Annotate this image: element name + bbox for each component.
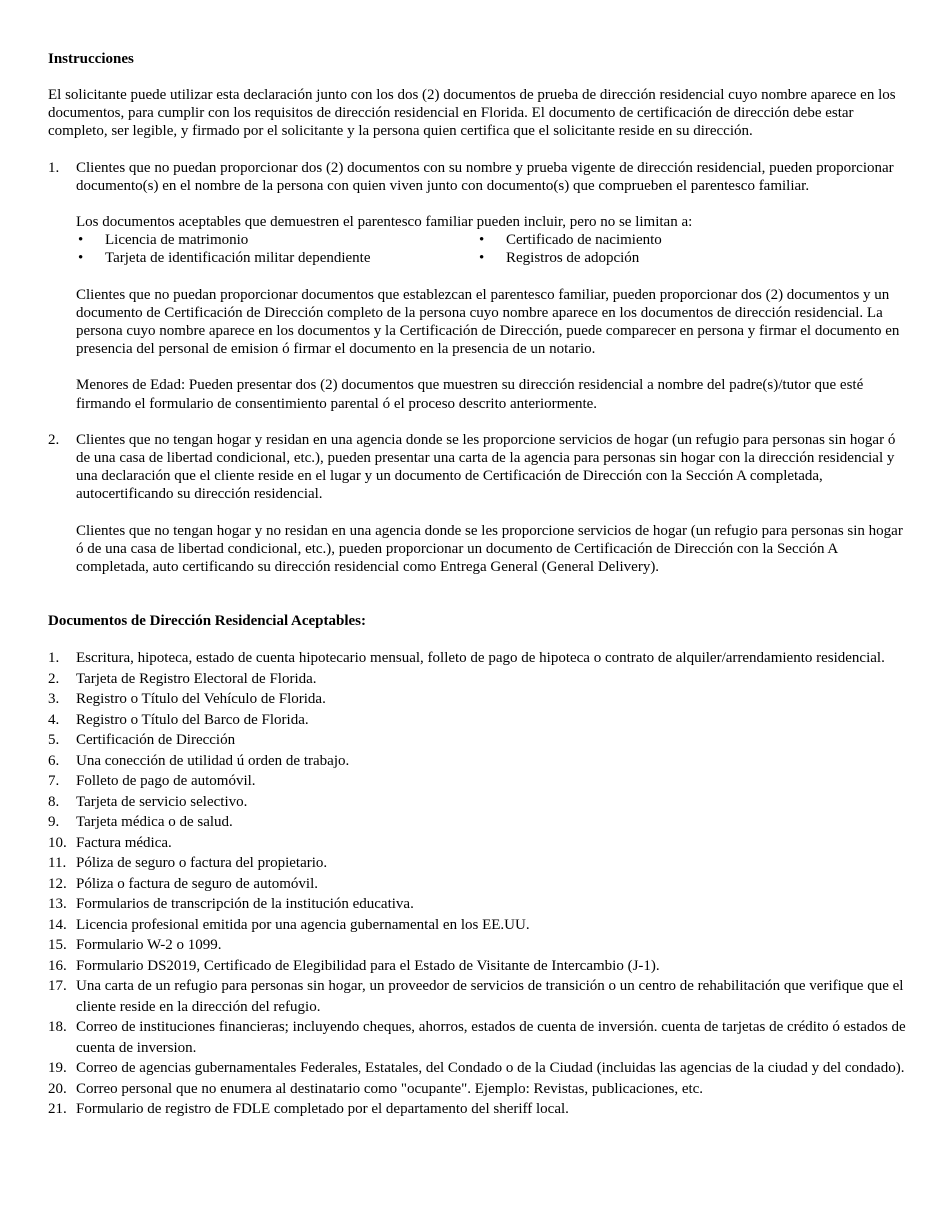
list-item [48, 894, 908, 915]
item-number: 3. [48, 691, 60, 708]
list-item [48, 689, 908, 710]
documents-section [48, 612, 908, 1120]
list-item [48, 730, 908, 751]
list-item [48, 669, 908, 690]
instruction-paragraph: Clientes que no tengan hogar y no residan en una agencia donde se les proporcione servicios de hogar (un refugio para personas sin hogar ó de una casa de libertad condicional, etc.), pueden proporcionar un documento de Certificación de Dirección con la Sección A completada, auto certificando su dirección residencial como Entrega General (General Delivery). [76, 522, 903, 576]
list-item [48, 833, 908, 854]
item-number: 2. [48, 670, 60, 687]
bullet-icon: • [78, 232, 84, 249]
list-item [48, 812, 908, 833]
list-item [48, 874, 908, 895]
item-number: 1. [48, 650, 60, 667]
instruction-item-1 [48, 159, 908, 413]
list-item [48, 853, 908, 874]
item-text: Tarjeta médica o de salud. [76, 814, 233, 831]
item-text: Correo de instituciones financieras; incluyendo cheques, ahorros, estados de cuenta de inversión. cuenta de tarjetas de crédito ó estados de cuenta de inversion. [76, 1019, 906, 1056]
instruction-text: Clientes que no puedan proporcionar dos (2) documentos con su nombre y prueba vigente de dirección residencial, pueden proporcionar documento(s) en el nombre de la persona con quien viven junto con documento(s) que comprueben el parentesco familiar. [76, 159, 894, 194]
list-item [48, 1099, 908, 1120]
item-text: Correo de agencias gubernamentales Federales, Estatales, del Condado o de la Ciudad (incluidas las agencias de la ciudad y del condado). [76, 1060, 905, 1077]
item-number: 6. [48, 752, 60, 769]
minors-paragraph: Menores de Edad: Pueden presentar dos (2) documentos que muestren su dirección residencial a nombre del padre(s)/tutor que esté firmando el formulario de consentimiento parental ó el proceso descrito anteriormente. [76, 377, 864, 412]
item-text: Formulario DS2019, Certificado de Elegibilidad para el Estado de Visitante de Intercambio (J-1). [76, 957, 660, 974]
item-text: Escritura, hipoteca, estado de cuenta hipotecario mensual, folleto de pago de hipoteca o contrato de alquiler/arrendamiento residencial. [76, 650, 885, 667]
item-text: Una carta de un refugio para personas sin hogar, un proveedor de servicios de transición o un centro de rehabilitación que verifique que el cliente reside en la dirección del refugio. [76, 978, 904, 1015]
list-item [48, 771, 908, 792]
item-text: Factura médica. [76, 834, 172, 851]
item-number: 1. [48, 159, 60, 176]
item-text: Póliza o factura de seguro de automóvil. [76, 875, 319, 892]
bullet-icon: • [479, 232, 485, 249]
instructions-list [48, 159, 908, 577]
item-text: Formulario W-2 o 1099. [76, 937, 222, 954]
item-number: 11. [48, 855, 67, 872]
item-number: 12. [48, 875, 67, 892]
family-docs-intro: Los documentos aceptables que demuestren el parentesco familiar pueden incluir, pero no se limitan a: [76, 214, 693, 231]
item-text: Una conección de utilidad ú orden de trabajo. [76, 752, 350, 769]
instructions-heading: Instrucciones [48, 51, 134, 67]
item-number: 8. [48, 793, 60, 810]
item-number: 16. [48, 957, 67, 974]
list-item [48, 976, 908, 1017]
bullet-icon: • [479, 250, 485, 267]
item-number: 14. [48, 916, 67, 933]
bullet-item: • Certificado de nacimiento [479, 232, 662, 249]
item-number: 7. [48, 773, 60, 790]
instructions-intro: El solicitante puede utilizar esta declaración junto con los dos (2) documentos de prueba de dirección residencial cuyo nombre aparece en los documentos, para cumplir con los requisitos de dirección residencial en Florida. El documento de certificación de dirección debe estar completo, ser legible, y firmado por el solicitante y la persona quien certifica que el solicitante reside en su dirección. [48, 87, 896, 140]
list-item [48, 648, 908, 669]
list-item [48, 915, 908, 936]
instruction-item-2 [48, 431, 908, 576]
item-text: Folleto de pago de automóvil. [76, 773, 256, 790]
item-text: Tarjeta de Registro Electoral de Florida. [76, 670, 317, 687]
item-text: Póliza de seguro o factura del propietario. [76, 855, 328, 872]
bullet-item: • Tarjeta de identificación militar dependiente [78, 250, 371, 267]
item-text: Licencia profesional emitida por una agencia gubernamental en los EE.UU. [76, 916, 530, 933]
item-number: 4. [48, 711, 60, 728]
bullet-item: • Licencia de matrimonio [78, 232, 249, 249]
list-item [48, 792, 908, 813]
item-text: Formulario de registro de FDLE completado por el departamento del sheriff local. [76, 1101, 569, 1118]
item-number: 15. [48, 937, 67, 954]
list-item [48, 710, 908, 731]
item-number: 20. [48, 1080, 67, 1097]
list-item [48, 956, 908, 977]
item-number: 17. [48, 978, 67, 995]
list-item [48, 1079, 908, 1100]
item-number: 21. [48, 1101, 67, 1118]
item-text: Registro o Título del Barco de Florida. [76, 711, 309, 728]
item-number: 9. [48, 814, 60, 831]
item-number: 10. [48, 834, 67, 851]
instruction-paragraph: Clientes que no puedan proporcionar documentos que establezcan el parentesco familiar, pueden proporcionar dos (2) documentos y un documento de Certificación de Dirección completo de la persona cuyo nombre aparece en los documentos de dirección residencial. La persona cuyo nombre aparece en los documentos y la Certificación de Dirección, puede comparecer en persona y firmar el documento en presencia del personal de emision ó firmar el documento en la presencia de un notario. [76, 286, 900, 358]
item-number: 19. [48, 1060, 67, 1077]
document-page [48, 50, 908, 1120]
instruction-text: Clientes que no tengan hogar y residan en una agencia donde se les proporcione servicios de hogar (un refugio para personas sin hogar ó de una casa de libertad condicional, etc.), pueden presentar una carta de la agencia para personas sin hogar con la dirección residencial y una declaración que el cliente reside en el lugar y un documento de Certificación de Dirección con la Sección A completada, autocertificando su dirección residencial. [76, 431, 896, 503]
item-number: 13. [48, 896, 67, 913]
list-item [48, 751, 908, 772]
item-number: 18. [48, 1019, 67, 1036]
documents-list [48, 648, 908, 1120]
item-text: Formularios de transcripción de la institución educativa. [76, 896, 414, 913]
list-item [48, 1058, 908, 1079]
list-item [48, 935, 908, 956]
bullet-icon: • [78, 250, 84, 267]
item-text: Certificación de Dirección [76, 732, 236, 749]
item-text: Registro o Título del Vehículo de Florida. [76, 691, 326, 708]
item-number: 2. [48, 431, 60, 448]
list-item [48, 1017, 908, 1058]
item-text: Tarjeta de servicio selectivo. [76, 793, 248, 810]
documents-heading: Documentos de Dirección Residencial Aceptables: [48, 613, 367, 630]
item-number: 5. [48, 732, 60, 749]
family-docs-bullets [76, 231, 908, 267]
item-text: Correo personal que no enumera al destinatario como "ocupante". Ejemplo: Revistas, publicaciones, etc. [76, 1080, 704, 1097]
bullet-item: • Registros de adopción [479, 250, 640, 267]
